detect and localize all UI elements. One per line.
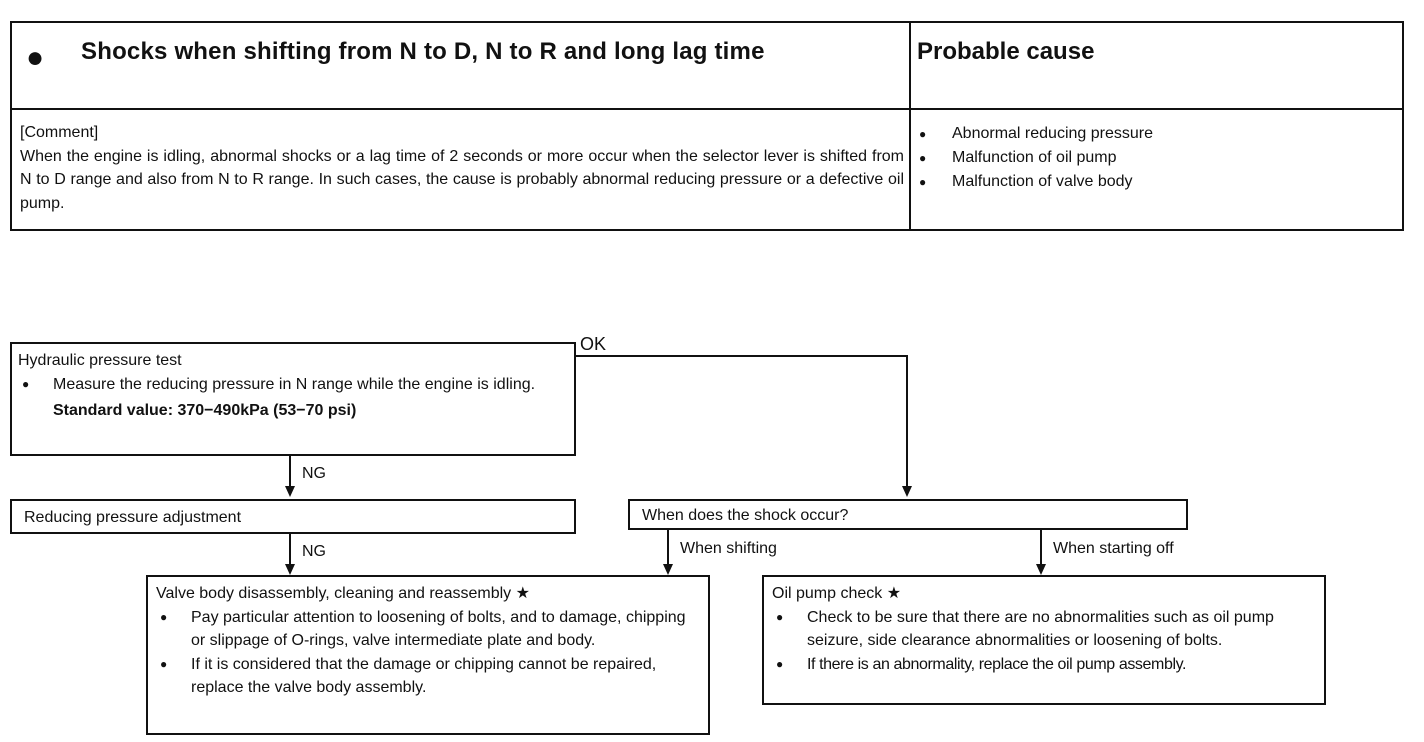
- ng2-arrow-head: [285, 564, 295, 575]
- oil-pump-item: ● If there is an abnormality, replace the oil pump assembly.: [772, 653, 1314, 677]
- when-starting-label: When starting off: [1053, 540, 1174, 557]
- ok-connector-vertical: [906, 355, 908, 486]
- reducing-pressure-adjustment-box: [10, 499, 576, 534]
- oil-pump-list: [772, 606, 1314, 677]
- hydraulic-test-item: ● Measure the reducing pressure in N range while the engine is idling.: [18, 373, 562, 397]
- standard-value: Standard value: 370−490kPa (53−70 psi): [53, 402, 357, 419]
- shock-question-title: When does the shock occur?: [642, 507, 849, 524]
- ok-arrow-head: [902, 486, 912, 497]
- ng1-arrow-head: [285, 486, 295, 497]
- valve-body-box: [146, 575, 710, 735]
- oil-pump-check-box: [762, 575, 1326, 705]
- table-row-divider: [12, 108, 1402, 110]
- when-shifting-connector: [667, 530, 669, 564]
- probable-cause-heading: Probable cause: [917, 38, 1095, 65]
- valve-body-list: [156, 606, 696, 700]
- hydraulic-test-list: [18, 373, 562, 397]
- valve-body-title: Valve body disassembly, cleaning and reassembly ★: [156, 585, 530, 602]
- when-shifting-label: When shifting: [680, 540, 777, 557]
- ng2-label: NG: [302, 543, 326, 560]
- oil-pump-item: ● Check to be sure that there are no abnormalities such as oil pump seizure, side clearance abnormalities or loosening of bolts.: [772, 606, 1314, 653]
- symptom-table: [10, 21, 1404, 231]
- comment-label: [Comment]: [20, 124, 99, 141]
- hydraulic-test-title: Hydraulic pressure test: [18, 352, 182, 369]
- when-starting-connector: [1040, 530, 1042, 564]
- probable-cause-list: [919, 122, 1389, 194]
- ng1-connector: [289, 456, 291, 486]
- hydraulic-pressure-test-box: [10, 342, 576, 456]
- cause-item: ● Abnormal reducing pressure: [919, 122, 1389, 146]
- valve-body-item: ● Pay particular attention to loosening of bolts, and to damage, chipping or slippage of O-rings, valve intermediate plate and body.: [156, 606, 696, 653]
- cause-item: ● Malfunction of valve body: [919, 170, 1389, 194]
- when-shifting-arrow-head: [663, 564, 673, 575]
- ok-label: OK: [580, 334, 607, 354]
- symptom-title: Shocks when shifting from N to D, N to R and long lag time: [81, 38, 765, 65]
- comment-text: When the engine is idling, abnormal shocks or a lag time of 2 seconds or more occur when the selector lever is shifted from N to D range and also from N to R range. In such cases, the cause is probably abnormal reducing pressure or a defective oil pump.: [20, 147, 904, 212]
- shock-timing-question-box: [628, 499, 1188, 530]
- ng1-label: NG: [302, 465, 326, 482]
- reducing-adjust-title: Reducing pressure adjustment: [24, 509, 242, 526]
- title-bullet: ●: [26, 41, 45, 74]
- ng2-connector: [289, 534, 291, 564]
- when-starting-arrow-head: [1036, 564, 1046, 575]
- table-column-divider: [909, 23, 911, 229]
- cause-item: ● Malfunction of oil pump: [919, 146, 1389, 170]
- oil-pump-title: Oil pump check ★: [772, 585, 902, 602]
- ok-connector-horizontal: [576, 355, 908, 357]
- comment-block: [20, 121, 904, 215]
- valve-body-item: ● If it is considered that the damage or chipping cannot be repaired, replace the valve body assembly.: [156, 653, 696, 700]
